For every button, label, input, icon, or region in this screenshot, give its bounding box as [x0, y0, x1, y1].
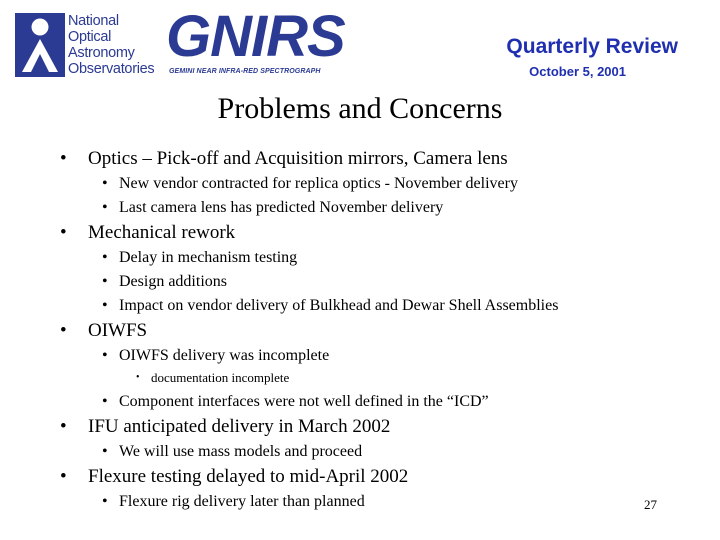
- bullet-glyph: •: [102, 249, 108, 266]
- noao-star-icon: [14, 12, 66, 78]
- bullet-text: Mechanical rework: [88, 222, 236, 243]
- org-line: National: [68, 13, 119, 29]
- sub-bullet-text: OIWFS delivery was incomplete: [119, 347, 330, 364]
- bullet-glyph: •: [60, 148, 67, 169]
- gnirs-logo: [166, 4, 346, 82]
- bullet-glyph: •: [102, 199, 108, 216]
- bullet-glyph: •: [136, 372, 140, 383]
- bullet-text: OIWFS: [88, 320, 148, 341]
- sub-bullet-text: Design additions: [119, 273, 227, 290]
- gnirs-wordmark: GNIRS: [166, 4, 345, 69]
- org-line: Optical: [68, 29, 112, 45]
- bullet-glyph: •: [60, 466, 67, 487]
- bullet-glyph: •: [102, 443, 108, 460]
- bullet-glyph: •: [60, 416, 67, 437]
- bullet-glyph: •: [102, 493, 108, 510]
- sub-sub-bullet-text: documentation incomplete: [151, 370, 290, 385]
- sub-bullet-text: Component interfaces were not well defined in the “ICD”: [119, 393, 489, 410]
- sub-bullet-text: We will use mass models and proceed: [119, 443, 363, 460]
- noao-name: [68, 13, 154, 77]
- bullet-text: IFU anticipated delivery in March 2002: [88, 416, 391, 437]
- header-title: Quarterly Review: [506, 35, 678, 58]
- bullet-glyph: •: [60, 320, 67, 341]
- header-date: October 5, 2001: [529, 64, 626, 79]
- sub-bullet-text: Impact on vendor delivery of Bulkhead and Dewar Shell Assemblies: [119, 297, 559, 314]
- bullet-text: Flexure testing delayed to mid-April 2002: [88, 466, 409, 487]
- slide-title: Problems and Concerns: [217, 92, 503, 125]
- sub-bullet-text: Delay in mechanism testing: [119, 249, 298, 266]
- bullet-glyph: •: [102, 297, 108, 314]
- sub-bullet-text: Flexure rig delivery later than planned: [119, 493, 365, 510]
- bullet-glyph: •: [102, 347, 108, 364]
- bullet-text: Optics – Pick-off and Acquisition mirrors, Camera lens: [88, 148, 508, 169]
- bullet-glyph: •: [60, 222, 67, 243]
- bullet-glyph: •: [102, 273, 108, 290]
- noao-logo: [14, 12, 164, 82]
- page-number: 27: [644, 497, 657, 512]
- bullet-glyph: •: [102, 175, 108, 192]
- sub-bullet-text: New vendor contracted for replica optics - November delivery: [119, 175, 518, 192]
- sub-bullet-text: Last camera lens has predicted November delivery: [119, 199, 444, 216]
- gnirs-subtitle: GEMINI NEAR INFRA-RED SPECTROGRAPH: [169, 68, 321, 75]
- org-line: Observatories: [68, 61, 155, 77]
- org-line: Astronomy: [68, 45, 135, 61]
- bullet-glyph: •: [102, 393, 108, 410]
